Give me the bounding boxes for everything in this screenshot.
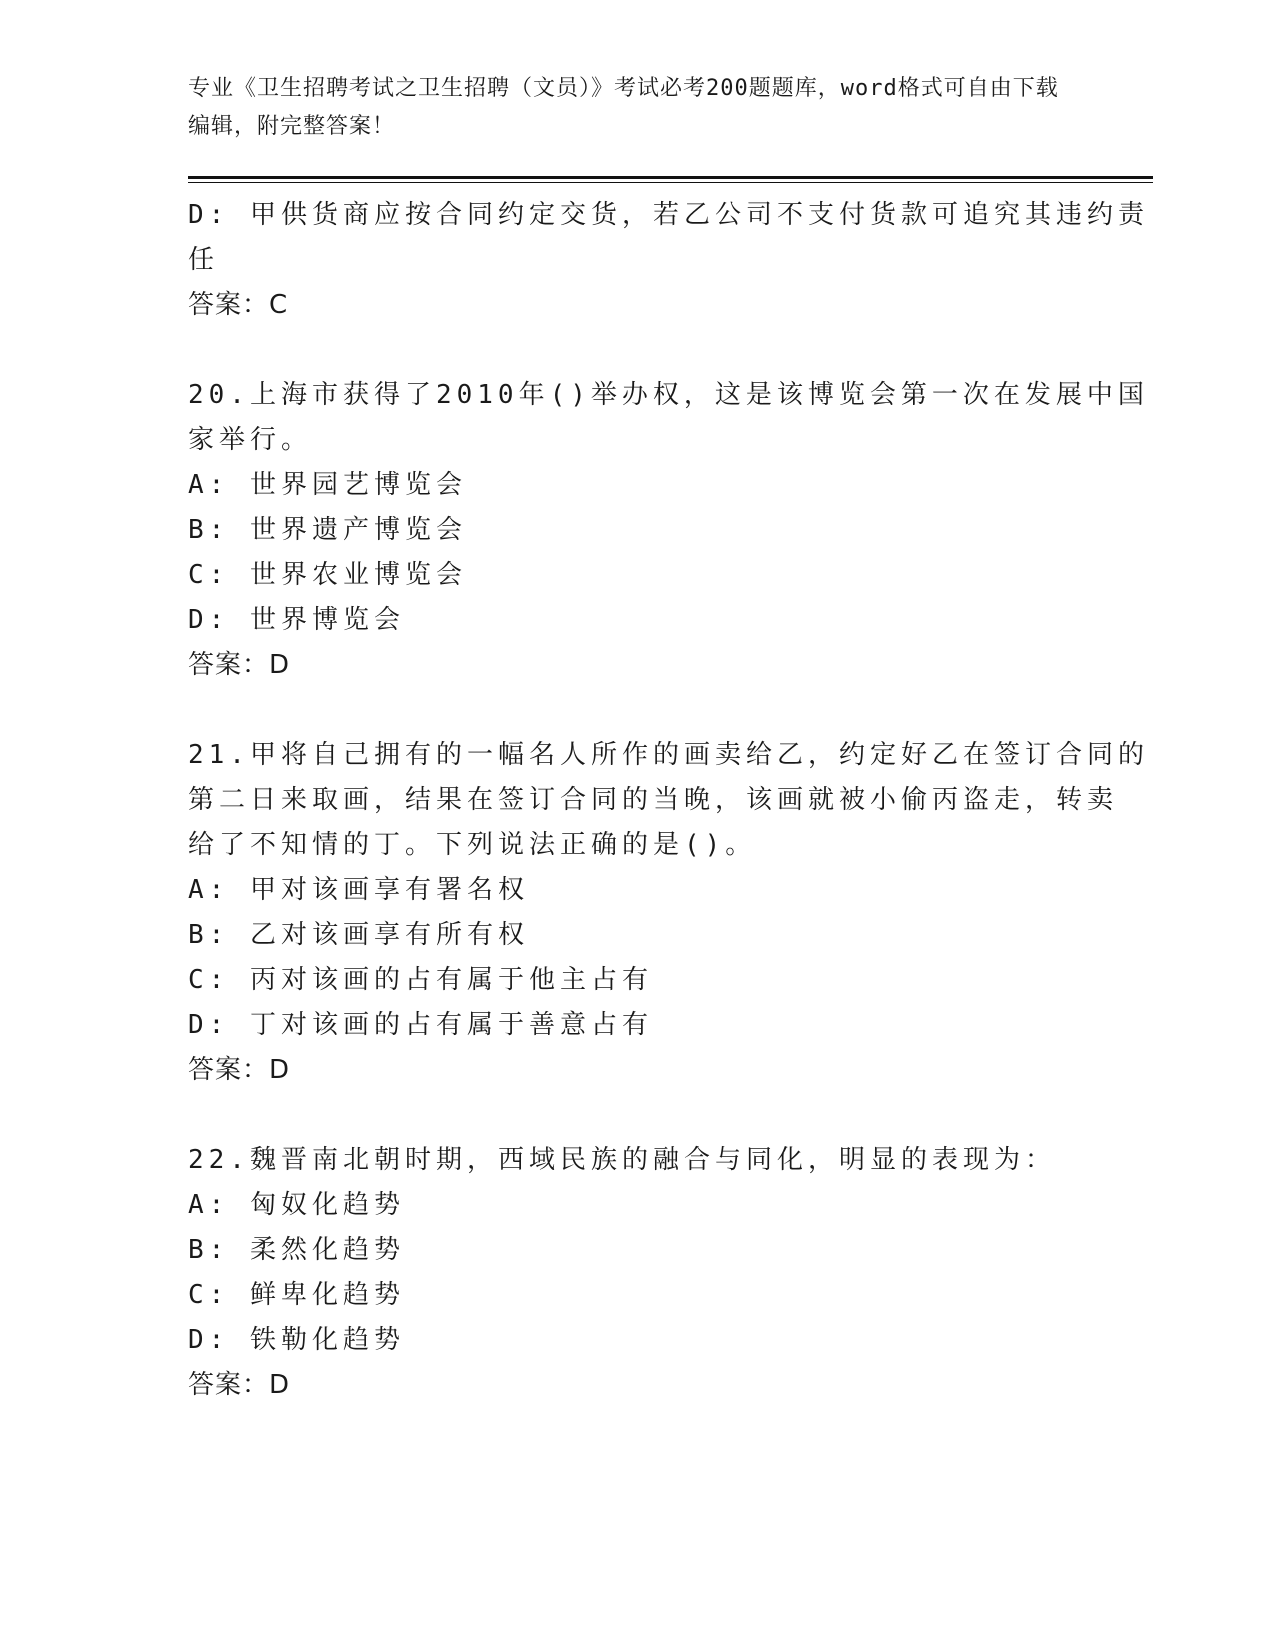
q21-stem-line3: 给了不知情的丁。下列说法正确的是()。 [188, 830, 757, 860]
q21-option-a: A: 甲对该画享有署名权 [188, 875, 529, 905]
q19-answer: 答案：C [188, 290, 289, 320]
q20-option-b: B: 世界遗产博览会 [188, 515, 467, 545]
q22-option-b: B: 柔然化趋势 [188, 1235, 405, 1265]
q21-option-b: B: 乙对该画享有所有权 [188, 920, 529, 950]
document-page [188, 70, 1148, 1408]
q21-stem-line1: 21.甲将自己拥有的一幅名人所作的画卖给乙，约定好乙在签订合同的 [188, 740, 1149, 770]
q21-answer: 答案：D [188, 1055, 291, 1085]
q21-option-c: C: 丙对该画的占有属于他主占有 [188, 965, 653, 995]
header-divider [188, 176, 1153, 183]
q22-stem-line1: 22.魏晋南北朝时期，西域民族的融合与同化，明显的表现为： [188, 1145, 1056, 1175]
q22-option-d: D: 铁勒化趋势 [188, 1325, 405, 1355]
q21-stem-line2: 第二日来取画，结果在签订合同的当晚，该画就被小偷丙盗走，转卖 [188, 785, 1119, 815]
q20-answer: 答案：D [188, 650, 291, 680]
q22-option-c: C: 鲜卑化趋势 [188, 1280, 405, 1310]
q22-option-a: A: 匈奴化趋势 [188, 1190, 405, 1220]
q20-option-a: A: 世界园艺博览会 [188, 470, 467, 500]
q20-stem-line2: 家举行。 [188, 425, 313, 455]
question-list [188, 193, 1148, 1408]
q19-option-d-line2: 任 [188, 245, 220, 275]
q22-answer: 答案：D [188, 1370, 291, 1400]
q19-option-d-line1: D: 甲供货商应按合同约定交货，若乙公司不支付货款可追究其违约责 [188, 200, 1149, 230]
q20-option-c: C: 世界农业博览会 [188, 560, 467, 590]
q21-option-d: D: 丁对该画的占有属于善意占有 [188, 1010, 653, 1040]
document-header: 专业《卫生招聘考试之卫生招聘（文员）》考试必考200题题库，word格式可自由下载编辑，附完整答案！ [188, 76, 1059, 139]
q20-option-d: D: 世界博览会 [188, 605, 405, 635]
q20-stem-line1: 20.上海市获得了2010年()举办权，这是该博览会第一次在发展中国 [188, 380, 1149, 410]
